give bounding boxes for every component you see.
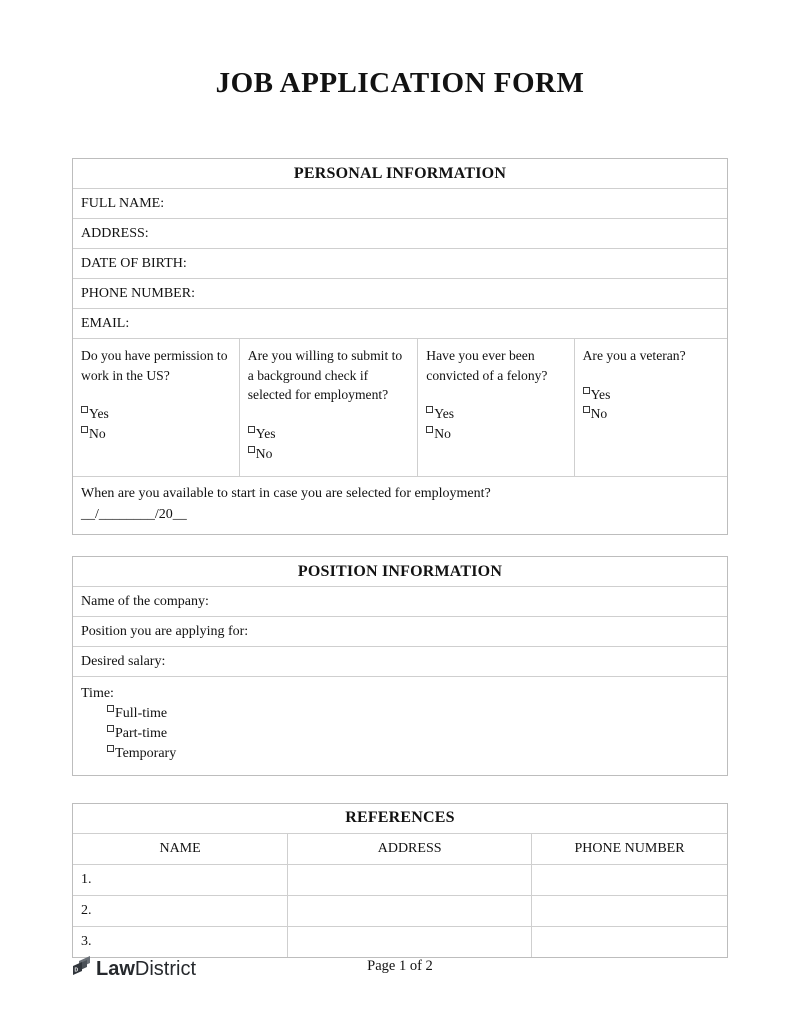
option-yes [81,404,230,424]
checkbox-part-time[interactable] [107,725,114,732]
option-no [426,424,564,444]
question-text: Do you have permission to work in the US? [81,348,228,383]
field-row-email [73,309,727,339]
references-column-headers [73,834,727,865]
svg-text:D: D [74,967,79,974]
field-label: PHONE NUMBER: [81,285,195,301]
field-row-date-of-birth [73,249,727,279]
field-row-desired-salary [73,647,727,677]
brand-text-district: District [134,957,197,980]
field-label: ADDRESS: [81,225,149,241]
checkbox-yes[interactable] [583,387,590,394]
field-label: Desired salary: [81,653,166,669]
option-label: Full-time [115,705,168,721]
brand-text-law: Law [96,957,135,980]
field-label: DATE OF BIRTH: [81,255,187,271]
availability-question: When are you available to start in case you are selected for employment? [81,486,491,501]
field-label: EMAIL: [81,315,130,331]
option-label: Temporary [115,745,177,761]
option-temporary [107,744,719,764]
question-text: Have you ever been convicted of a felony? [426,348,548,383]
field-label: FULL NAME: [81,195,165,211]
personal-information-table [72,158,728,535]
field-row-phone-number [73,279,727,309]
option-no [248,444,409,464]
question-veteran [575,339,727,476]
option-part-time [107,724,719,744]
page-footer [0,950,800,986]
reference-phone-cell [532,896,727,926]
reference-number-cell: 2. [73,896,288,926]
checkbox-yes[interactable] [81,406,88,413]
option-label: No [89,426,106,442]
position-information-table [72,556,728,776]
personal-information-header: PERSONAL INFORMATION [73,159,727,189]
field-row-address [73,219,727,249]
checkbox-temporary[interactable] [107,745,114,752]
column-header-phone-number: PHONE NUMBER [574,840,685,856]
option-label: Yes [89,406,109,422]
column-header-address: ADDRESS [288,834,532,864]
question-text: Are you willing to submit to a background check if selected for employment? [247,348,403,403]
field-row-full-name [73,189,727,219]
option-yes [426,404,564,424]
option-yes [248,424,409,444]
availability-date-line: __/________/20__ [81,507,187,522]
checkbox-no[interactable] [81,426,88,433]
time-row [73,677,727,775]
field-row-company-name [73,587,727,617]
reference-row-1 [73,865,727,896]
checkbox-yes[interactable] [248,426,255,433]
checkbox-yes[interactable] [426,406,433,413]
column-header-name: NAME [73,834,288,864]
option-no [583,404,718,424]
position-information-header: POSITION INFORMATION [73,557,727,587]
field-label: Position you are applying for: [81,623,249,639]
checkbox-no[interactable] [583,406,590,413]
question-felony [418,339,574,476]
reference-row-2 [73,896,727,927]
option-no [81,424,230,444]
field-row-position [73,617,727,647]
question-text: Are you a veteran? [582,348,686,363]
page-title: JOB APPLICATION FORM [215,67,585,99]
question-background-check [240,339,419,476]
option-label: Yes [590,386,611,402]
option-yes [583,385,718,405]
reference-address-cell [288,896,532,926]
option-label: Yes [434,406,455,422]
reference-address-cell [288,865,532,895]
availability-row [73,477,727,534]
checkbox-no[interactable] [248,446,255,453]
time-label: Time: [81,686,114,701]
option-label: Yes [255,426,276,442]
option-label: No [590,406,608,422]
reference-number-cell: 1. [73,865,288,895]
option-label: No [255,445,273,461]
reference-phone-cell [532,865,727,895]
references-header: REFERENCES [73,804,727,834]
checkbox-no[interactable] [426,426,433,433]
field-label: Name of the company: [81,593,209,609]
references-table [72,803,728,958]
option-full-time [107,704,719,724]
page-number: Page 1 of 2 [367,958,433,974]
checkbox-full-time[interactable] [107,705,114,712]
option-label: Part-time [115,725,168,741]
question-work-permission [73,339,240,476]
option-label: No [434,426,451,442]
eligibility-questions-row [73,339,727,477]
reference-number-cell: 3. [73,927,288,957]
